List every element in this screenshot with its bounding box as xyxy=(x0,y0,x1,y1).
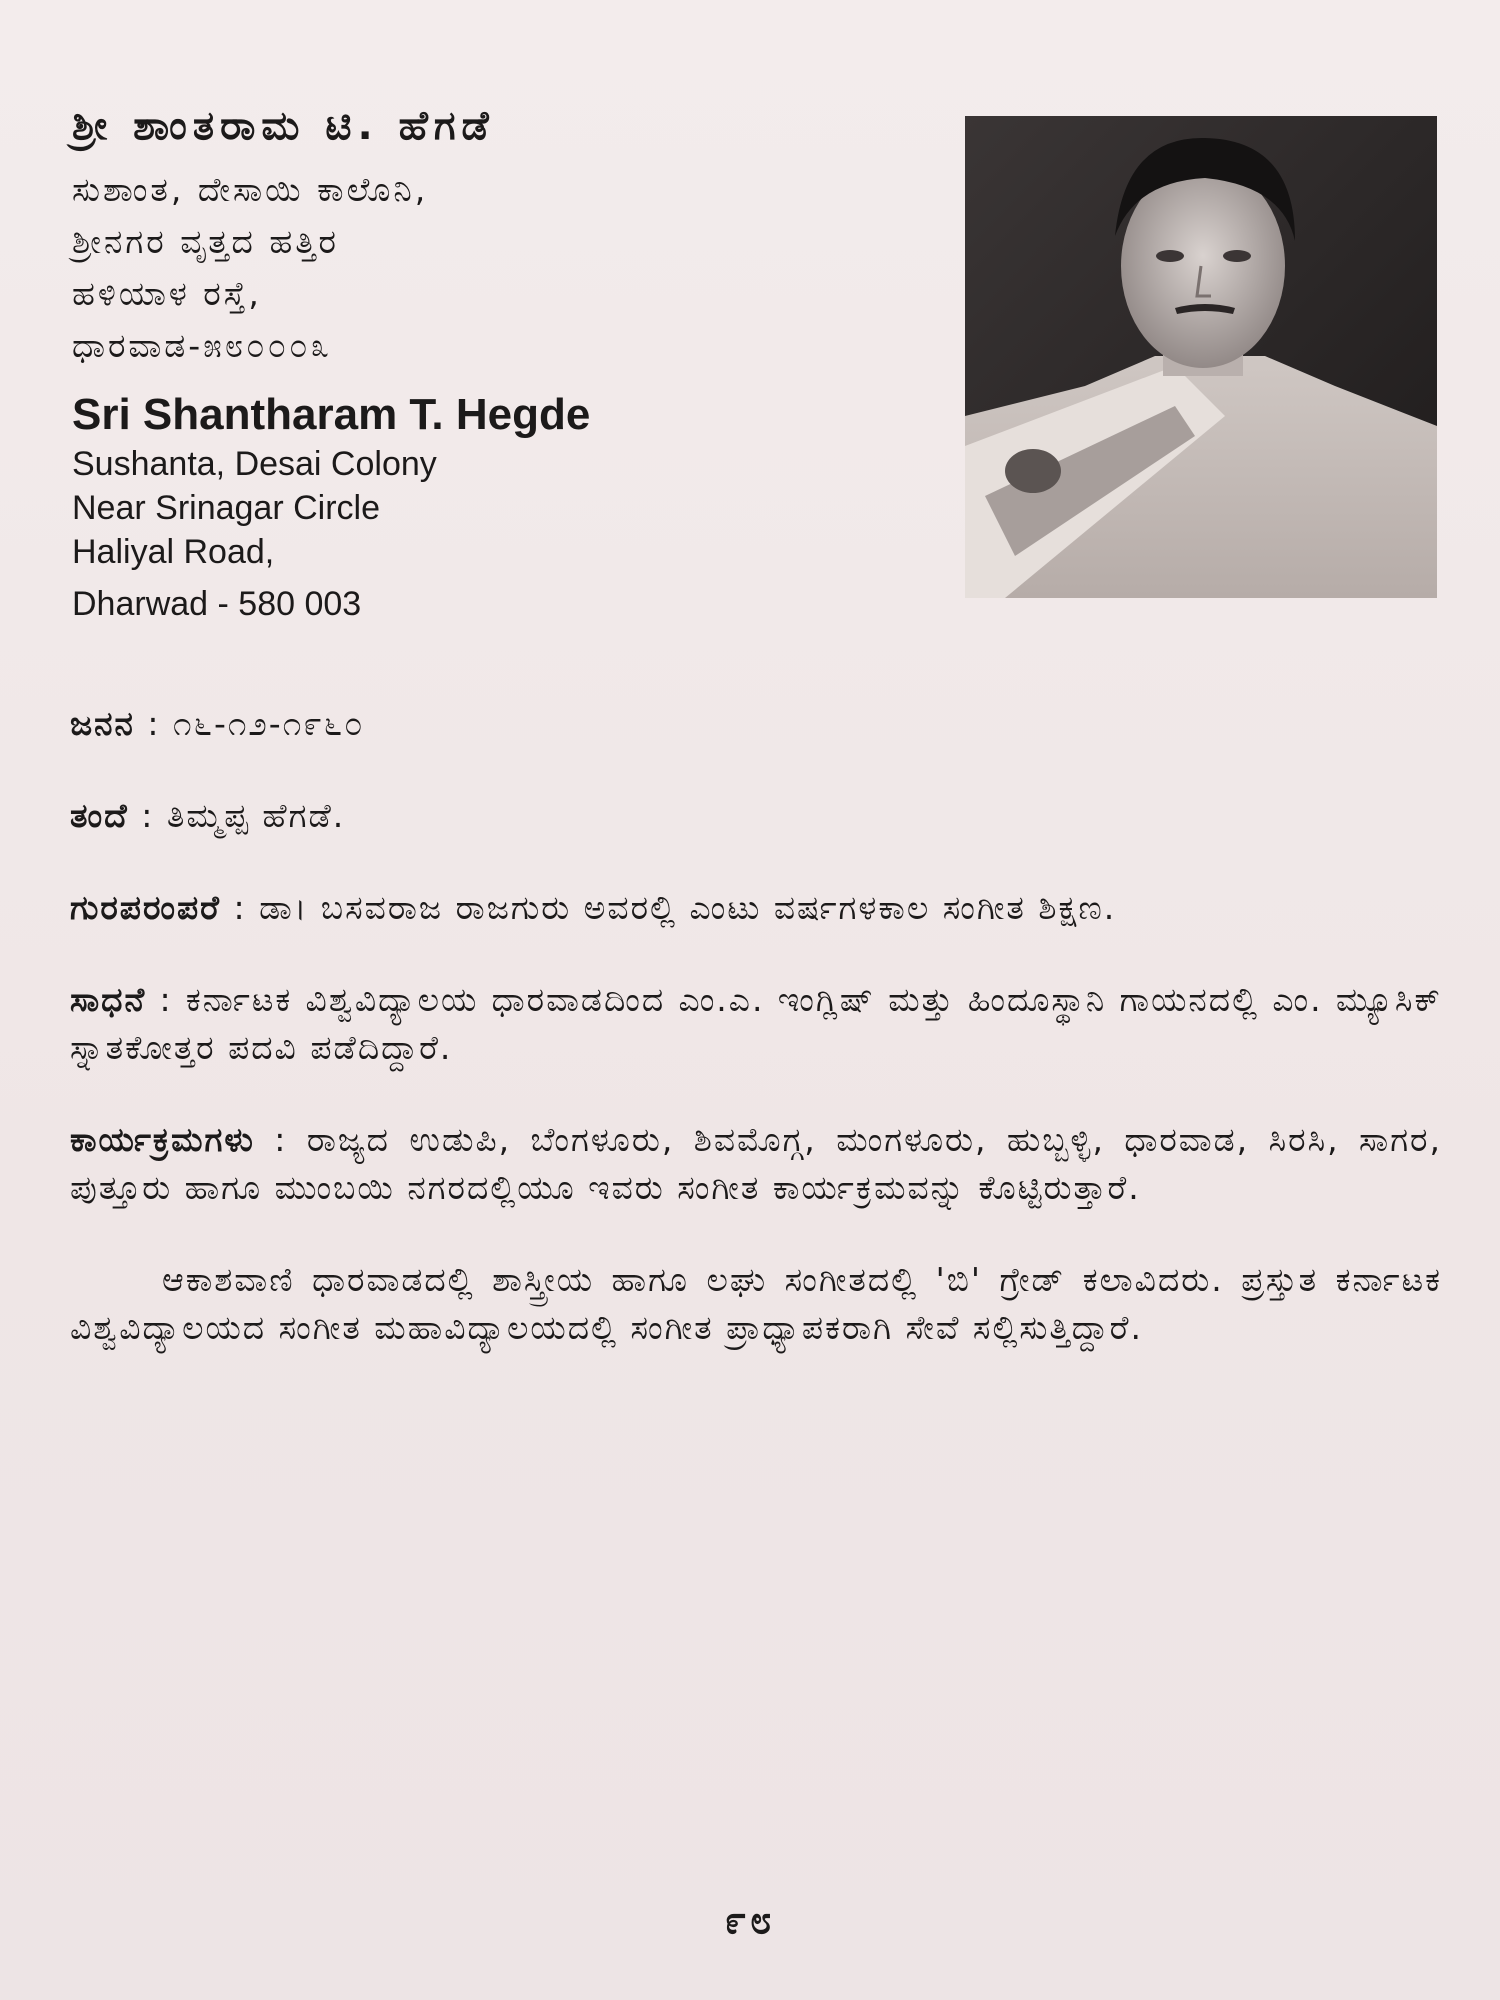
english-address-line: Dharwad - 580 003 xyxy=(72,585,362,623)
programs-value: : ರಾಜ್ಯದ ಉಡುಪಿ, ಬೆಂಗಳೂರು, ಶಿವಮೊಗ್ಗ, ಮಂಗಳೂರು, ಹುಬ್ಬಳ್ಳಿ, ಧಾರವಾಡ, ಸಿರಸಿ, ಸಾಗರ, ಪುತ್ತೂರು ಹಾಗೂ ಮುಂಬಯಿ ನಗರದಲ್ಲಿಯೂ ಇವರು ಸಂಗೀತ ಕಾರ್ಯಕ್ರಮವನ್ನು ಕೊಟ್ಟಿರುತ್ತಾರೆ. xyxy=(70,1120,1442,1207)
portrait-image xyxy=(965,116,1437,598)
father-label: ತಂದೆ xyxy=(70,796,129,835)
guru-label: ಗುರಪರಂಪರೆ xyxy=(70,888,221,927)
kannada-address-line: ಸುಶಾಂತ, ದೇಸಾಯಿ ಕಾಲೊನಿ, xyxy=(72,170,429,209)
programs-paragraph xyxy=(70,1116,1442,1212)
achievement-value: : ಕರ್ನಾಟಕ ವಿಶ್ವವಿದ್ಯಾಲಯ ಧಾರವಾಡದಿಂದ ಎಂ.ಎ. ಇಂಗ್ಲಿಷ್ ಮತ್ತು ಹಿಂದೂಸ್ಥಾನಿ ಗಾಯನದಲ್ಲಿ ಎಂ. ಮ್ಯೂಸಿಕ್ ಸ್ನಾತಕೋತ್ತರ ಪದವಿ ಪಡೆದಿದ್ದಾರೆ. xyxy=(70,980,1442,1067)
english-address-line: Haliyal Road, xyxy=(72,533,275,571)
closing-paragraph: ಆಕಾಶವಾಣಿ ಧಾರವಾಡದಲ್ಲಿ ಶಾಸ್ತ್ರೀಯ ಹಾಗೂ ಲಘು ಸಂಗೀತದಲ್ಲಿ 'ಬಿ' ಗ್ರೇಡ್ ಕಲಾವಿದರು. ಪ್ರಸ್ತುತ ಕರ್ನಾಟಕ ವಿಶ್ವವಿದ್ಯಾಲಯದ ಸಂಗೀತ ಮಹಾವಿದ್ಯಾಲಯದಲ್ಲಿ ಸಂಗೀತ ಪ್ರಾಧ್ಯಾಪಕರಾಗಿ ಸೇವೆ ಸಲ್ಲಿಸುತ್ತಿದ್ದಾರೆ. xyxy=(70,1260,1442,1347)
biography-body xyxy=(70,700,1442,1396)
kannada-address-line: ಹಳಿಯಾಳ ರಸ್ತೆ, xyxy=(72,274,262,313)
kannada-address-line: ಧಾರವಾಡ-೫೮೦೦೦೩ xyxy=(72,326,333,365)
father-paragraph xyxy=(70,792,1442,840)
english-name: Sri Shantharam T. Hegde xyxy=(72,390,591,439)
page-number: ೯೮ xyxy=(724,1898,776,1942)
english-address-line: Near Srinagar Circle xyxy=(72,489,380,527)
programs-label: ಕಾರ್ಯಕ್ರಮಗಳು xyxy=(70,1120,255,1159)
birth-paragraph xyxy=(70,700,1442,748)
guru-value: : ಡಾ। ಬಸವರಾಜ ರಾಜಗುರು ಅವರಲ್ಲಿ ಎಂಟು ವರ್ಷಗಳಕಾಲ ಸಂಗೀತ ಶಿಕ್ಷಣ. xyxy=(233,888,1117,927)
kannada-name: ಶ್ರೀ ಶಾಂತರಾಮ ಟಿ. ಹೆಗಡೆ xyxy=(72,103,495,149)
guru-paragraph xyxy=(70,884,1442,932)
achievement-label: ಸಾಧನೆ xyxy=(70,980,147,1019)
achievement-paragraph xyxy=(70,976,1442,1072)
english-address-line: Sushanta, Desai Colony xyxy=(72,445,437,483)
kannada-address-line: ಶ್ರೀನಗರ ವೃತ್ತದ ಹತ್ತಿರ xyxy=(72,222,339,261)
birth-label: ಜನನ xyxy=(70,704,135,743)
portrait-photo xyxy=(965,116,1437,598)
birth-value: : ೧೬-೧೨-೧೯೬೦ xyxy=(147,704,365,743)
contact-header xyxy=(72,100,952,626)
father-value: : ತಿಮ್ಮಪ್ಪ ಹೆಗಡೆ. xyxy=(141,796,346,835)
